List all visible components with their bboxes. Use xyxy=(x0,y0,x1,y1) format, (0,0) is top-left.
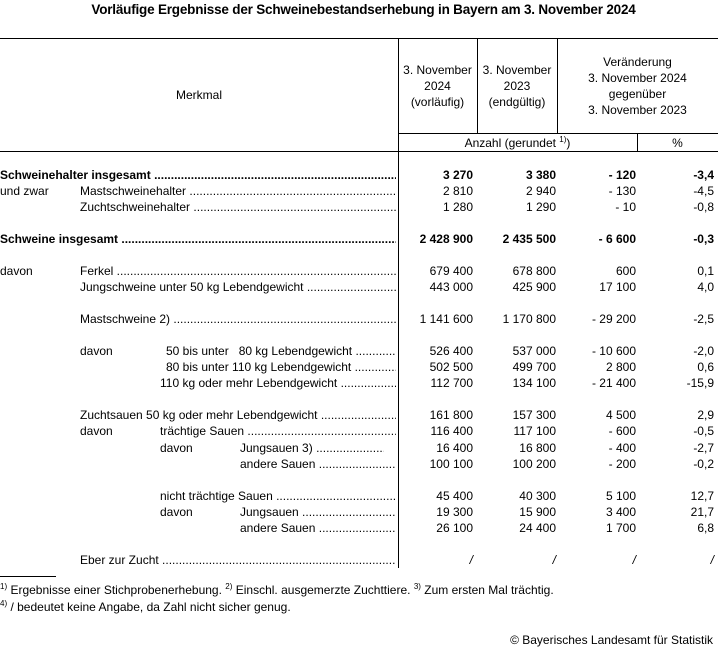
table-row: Schweinehalter insgesamt ..... 3 270 3 380 - 120 -3,4 xyxy=(0,167,727,183)
table-row: Jungschweine unter 50 kg Lebendgewicht ..... 443 000 425 900 17 100 4,0 xyxy=(0,279,727,295)
row-label: Jungsauen ..... xyxy=(240,504,396,520)
row-label: Jungschweine unter 50 kg Lebendgewicht ..... xyxy=(80,279,396,295)
table-row: Mastschweine 2) ..... 1 141 600 1 170 800 - 29 200 -2,5 xyxy=(0,311,727,327)
header-change xyxy=(557,54,718,118)
row-label: Zuchtschweinehalter ..... xyxy=(80,199,396,215)
row-prefix: davon xyxy=(80,344,113,358)
header-col-2024-line1: 3. November xyxy=(403,63,472,77)
table-row: davon 50 bis unter 80 kg Lebendgewicht ..... 526 400 537 000 - 10 600 -2,0 xyxy=(0,343,727,359)
header-change-line2: 3. November 2024 xyxy=(588,71,687,85)
row-label: andere Sauen ..... xyxy=(240,456,396,472)
footnote-line-1: $^{1)}$ Ergebnisse einer Stichprobenerhebung. $^{2)}$ Einschl. ausgemerzte Zuchttiere. $^{3)}$ Zum ersten Mal trächtig. xyxy=(0,582,554,597)
header-col-2023-line2: 2023 xyxy=(503,79,531,93)
row-label: nicht trächtige Sauen ..... xyxy=(160,488,396,504)
table-row: andere Sauen ..... 26 100 24 400 1 700 6,8 xyxy=(0,520,727,536)
row-label: Mastschweine 2) ..... xyxy=(80,311,396,327)
table-title: Vorläufige Ergebnisse der Schweinebestandserhebung in Bayern am 3. November 2024 xyxy=(91,2,636,17)
table-row: und zwar Mastschweinehalter ..... 2 810 2 940 - 130 -4,5 xyxy=(0,183,727,199)
row-label: Schweinehalter insgesamt ..... xyxy=(0,167,396,183)
table-row: Eber zur Zucht ..... / / / / xyxy=(0,552,727,568)
header-col-2024-line2: 2024 xyxy=(424,79,451,93)
row-prefix: und zwar xyxy=(0,184,49,198)
table-row: Zuchtschweinehalter ..... 1 280 1 290 - 10 -0,8 xyxy=(0,199,727,215)
header-unit-count: Anzahl (gerundet $^{1)}$) xyxy=(464,135,571,150)
footnote-line-2: $^{4)}$ / bedeutet keine Angabe, da Zahl nicht sicher genug. xyxy=(0,599,291,614)
table-row: Schweine insgesamt ..... 2 428 900 2 435 500 - 6 600 -0,3 xyxy=(0,231,727,247)
table-row: 80 bis unter 110 kg Lebendgewicht ..... 502 500 499 700 2 800 0,6 xyxy=(0,359,727,375)
header-unit-pct: % xyxy=(672,136,683,150)
table-row: davon trächtige Sauen ..... 116 400 117 100 - 600 -0,5 xyxy=(0,423,727,439)
row-label: trächtige Sauen ..... xyxy=(160,423,396,439)
header-col-2023-line1: 3. November xyxy=(482,63,552,77)
row-label: 110 kg oder mehr Lebendgewicht ..... xyxy=(160,375,396,391)
header-change-line1: Veränderung xyxy=(603,55,672,69)
footnote-rule xyxy=(0,576,56,577)
table-row: 110 kg oder mehr Lebendgewicht ..... 112 700 134 100 - 21 400 -15,9 xyxy=(0,375,727,391)
header-merkmal: Merkmal xyxy=(175,88,222,102)
row-label: Jungsauen 3) ..... xyxy=(240,440,384,456)
row-prefix: davon xyxy=(80,424,113,438)
row-label: Schweine insgesamt ..... xyxy=(0,231,396,247)
row-prefix: davon xyxy=(160,505,193,519)
header-top-rule xyxy=(0,38,718,39)
table-row: nicht trächtige Sauen ..... 45 400 40 300 5 100 12,7 xyxy=(0,488,727,504)
row-prefix: davon xyxy=(0,264,33,278)
row-label: 80 bis unter 110 kg Lebendgewicht ..... xyxy=(166,359,396,375)
row-label: Eber zur Zucht ..... xyxy=(80,552,396,568)
table-row: Zuchtsauen 50 kg oder mehr Lebendgewicht ..... 161 800 157 300 4 500 2,9 xyxy=(0,407,727,423)
row-label: Zuchtsauen 50 kg oder mehr Lebendgewicht ..... xyxy=(80,407,396,423)
header-unit-rule xyxy=(398,133,718,134)
header-change-line4: 3. November 2023 xyxy=(588,103,687,117)
row-label: Mastschweinehalter ..... xyxy=(80,183,396,199)
header-col-2023-line3: (endgültig) xyxy=(488,95,546,109)
copyright: © Bayerisches Landesamt für Statistik xyxy=(510,633,713,647)
header-col-2024 xyxy=(398,62,477,110)
table-row: davon Jungsauen 3) ..... 16 400 16 800 - 400 -2,7 xyxy=(0,440,727,456)
table-row: davon Ferkel ..... 679 400 678 800 600 0,1 xyxy=(0,263,727,279)
header-bottom-rule xyxy=(0,151,718,152)
header-col-2023 xyxy=(477,62,557,110)
row-label: andere Sauen ..... xyxy=(240,520,396,536)
table-row: andere Sauen ..... 100 100 100 200 - 200 -0,2 xyxy=(0,456,727,472)
row-label: 50 bis unter 80 kg Lebendgewicht ..... xyxy=(166,343,396,359)
table-row: davon Jungsauen ..... 19 300 15 900 3 400 21,7 xyxy=(0,504,727,520)
row-label: Ferkel ..... xyxy=(80,263,396,279)
header-change-line3: gegenüber xyxy=(608,87,667,101)
row-prefix: davon xyxy=(160,441,193,455)
header-col-2024-line3: (vorläufig) xyxy=(410,95,465,109)
